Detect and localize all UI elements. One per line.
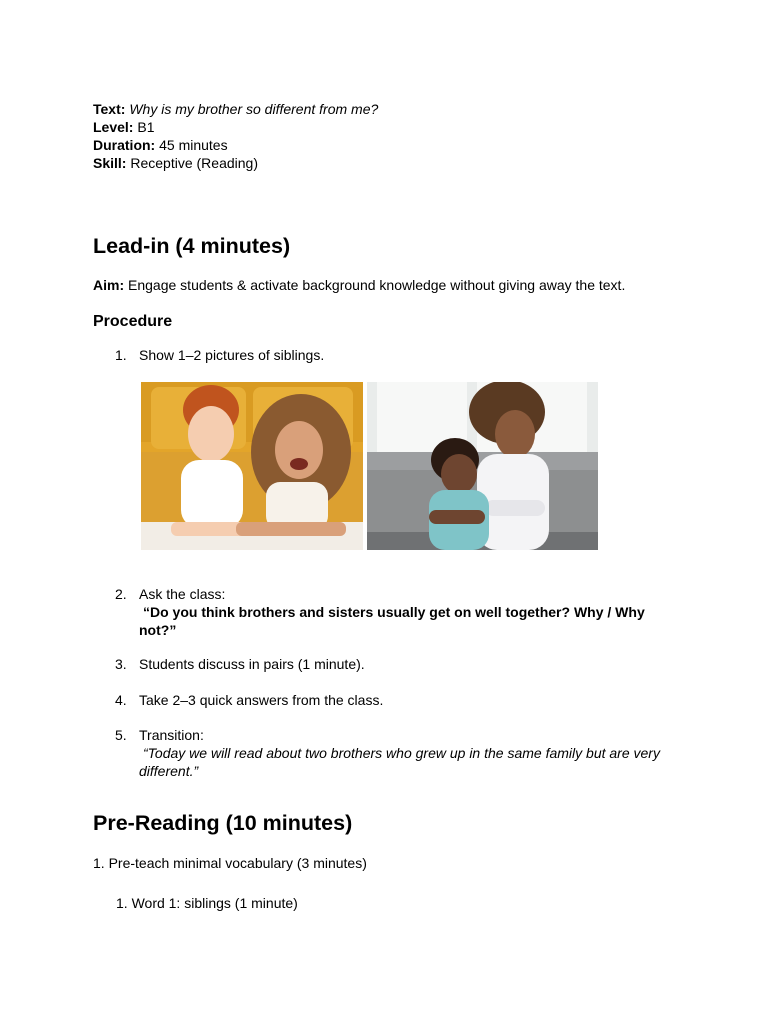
step-2-question: “Do you think brothers and sisters usually get on well together? Why / Why not?” [139, 604, 645, 638]
aim-text: Engage students & activate background knowledge without giving away the text. [128, 277, 626, 293]
step-5 [115, 726, 679, 780]
leadin-aim [93, 277, 625, 293]
meta-skill-value: Receptive (Reading) [130, 155, 258, 171]
meta-skill-row [93, 154, 378, 172]
step-2-number: 2. [115, 586, 127, 602]
step-5-text: Transition: [139, 727, 204, 743]
meta-level-label: Level: [93, 119, 134, 135]
step-3 [115, 655, 679, 673]
step-1-text: Show 1–2 pictures of siblings. [139, 347, 325, 363]
step-4 [115, 691, 679, 709]
step-2 [115, 585, 679, 639]
step-5-number: 5. [115, 727, 127, 743]
meta-level-value: B1 [137, 119, 155, 135]
prereading-heading: Pre-Reading (10 minutes) [93, 811, 353, 835]
lesson-meta [93, 100, 378, 172]
meta-text-label: Text: [93, 101, 126, 117]
step-4-number: 4. [115, 692, 127, 708]
siblings-photo-happy [141, 382, 363, 550]
meta-duration-label: Duration: [93, 137, 156, 153]
step-1-number: 1. [115, 347, 127, 363]
step-3-text: Students discuss in pairs (1 minute). [139, 656, 365, 672]
aim-label: Aim: [93, 277, 125, 293]
step-1 [115, 346, 679, 364]
prereading-subitem-1: 1. Word 1: siblings (1 minute) [116, 895, 298, 911]
prereading-item-1: 1. Pre-teach minimal vocabulary (3 minutes) [93, 855, 367, 871]
meta-duration-value: 45 minutes [159, 137, 228, 153]
leadin-heading: Lead-in (4 minutes) [93, 234, 291, 258]
procedure-heading: Procedure [93, 313, 173, 330]
meta-duration-row [93, 136, 378, 154]
meta-level-row [93, 118, 378, 136]
meta-text-value: Why is my brother so different from me? [129, 101, 379, 117]
siblings-photo-arguing [367, 382, 598, 550]
step-2-text: Ask the class: [139, 586, 226, 602]
meta-text-row [93, 100, 378, 118]
meta-skill-label: Skill: [93, 155, 127, 171]
step-3-number: 3. [115, 656, 127, 672]
step-5-transition-quote: “Today we will read about two brothers who grew up in the same family but are very different.” [139, 745, 660, 779]
step-4-text: Take 2–3 quick answers from the class. [139, 692, 384, 708]
